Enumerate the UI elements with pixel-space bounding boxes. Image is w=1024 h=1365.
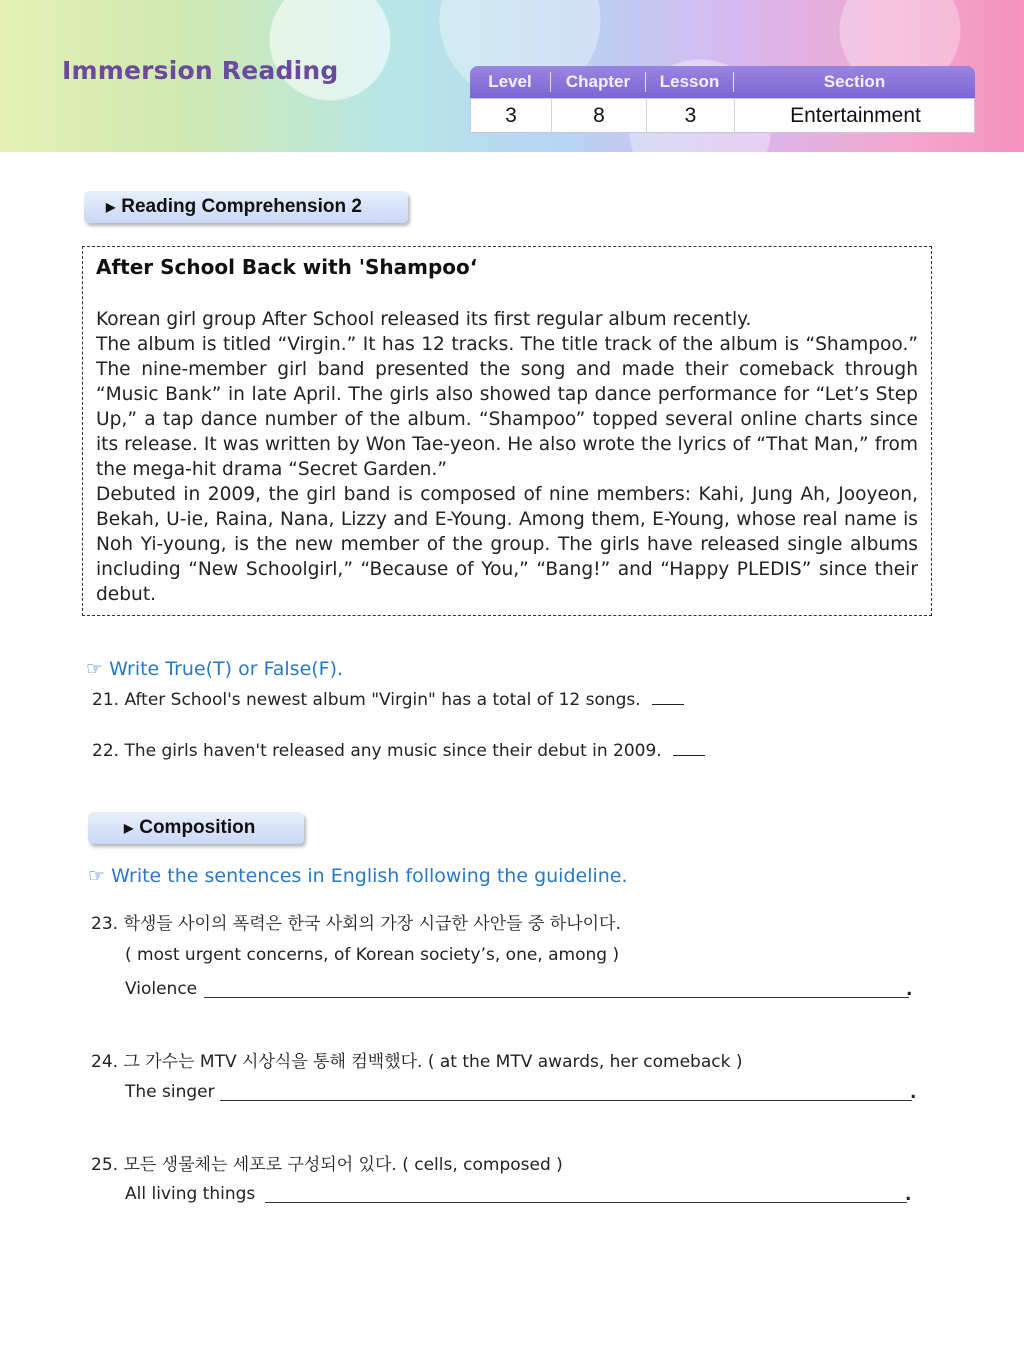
sentence-period: . xyxy=(906,980,913,1000)
passage-paragraph: Debuted in 2009, the girl band is composed of nine members: Kahi, Jung Ah, Jooyeon, Bekah, U-ie, Raina, Nana, Lizzy and E-Young. Among them, E-Young, whose real name is Noh Yi-young, is the new member of the group. The girls have released single albums including “New Schoolgirl,” “Because of You,” “Bang!” and “Happy PLEDIS” since their debut. xyxy=(96,484,918,605)
passage-paragraph: Korean girl group After School released its first regular album recently. xyxy=(96,309,752,330)
question-25-starter: All living things xyxy=(125,1184,256,1204)
answer-line-23[interactable] xyxy=(204,996,909,998)
triangle-right-icon: ▶ xyxy=(106,200,116,214)
question-25-prompt: 25. 모든 생물체는 세포로 구성되어 있다. ( cells, composed ) xyxy=(91,1155,563,1175)
reading-comprehension-tab xyxy=(84,191,408,223)
reading-tab-label: Reading Comprehension 2 xyxy=(121,196,362,217)
brand-title: Immersion Reading xyxy=(62,56,339,85)
composition-tab xyxy=(88,812,304,844)
composition-instruction: ☞ Write the sentences in English following the guideline. xyxy=(88,865,628,887)
col-lesson-label: Lesson xyxy=(659,72,720,91)
sentence-period: . xyxy=(905,1185,912,1205)
chapter-value: 8 xyxy=(593,103,605,127)
question-24-prompt: 24. 그 가수는 MTV 시상식을 통해 컴백했다. ( at the MTV awards, her comeback ) xyxy=(91,1052,743,1072)
lesson-value: 3 xyxy=(684,103,697,127)
reading-passage-box xyxy=(82,246,932,616)
col-chapter-label: Chapter xyxy=(565,72,631,91)
answer-line-25[interactable] xyxy=(265,1201,907,1203)
question-21-text: 21. After School's newest album "Virgin" has a total of 12 songs. xyxy=(92,690,641,710)
info-table-header xyxy=(470,66,975,98)
question-21 xyxy=(92,690,684,710)
answer-blank-22[interactable] xyxy=(673,755,705,756)
col-level-label: Level xyxy=(488,72,532,91)
question-23-prompt: 23. 학생들 사이의 폭력은 한국 사회의 가장 시급한 사안들 중 하나이다. xyxy=(91,914,621,934)
lesson-info-table xyxy=(470,66,975,133)
level-value: 3 xyxy=(505,103,517,127)
question-23-starter: Violence xyxy=(125,979,198,999)
true-false-instruction: ☞ Write True(T) or False(F). xyxy=(86,658,344,680)
passage-title: After School Back with 'Shampoo‘ xyxy=(96,255,478,279)
info-table-values xyxy=(470,98,975,133)
passage-paragraph: The album is titled “Virgin.” It has 12 tracks. The title track of the album is “Shampoo.” The nine-member girl band presented the song and made their comeback through “Music Bank” in late April. The girls also showed tap dance performance for “Let’s Step Up,” a tap dance number of the album. “Shampoo” topped several online charts since its release. It was written by Won Tae-yeon. He also wrote the lyrics of “That Man,” from the mega-hit drama “Secret Garden.” xyxy=(96,334,918,480)
question-22-text: 22. The girls haven't released any music since their debut in 2009. xyxy=(92,741,662,761)
sentence-period: . xyxy=(910,1083,917,1103)
answer-blank-21[interactable] xyxy=(652,704,684,705)
question-24-starter: The singer xyxy=(125,1082,215,1102)
section-value: Entertainment xyxy=(790,103,921,127)
question-22 xyxy=(92,741,705,761)
col-section-label: Section xyxy=(823,72,886,91)
answer-line-24[interactable] xyxy=(220,1099,912,1101)
header-banner xyxy=(0,0,1024,152)
triangle-right-icon: ▶ xyxy=(124,821,134,835)
question-23-hint: ( most urgent concerns, of Korean society’s, one, among ) xyxy=(125,945,620,965)
composition-tab-label: Composition xyxy=(139,817,256,838)
passage-body xyxy=(96,307,918,607)
